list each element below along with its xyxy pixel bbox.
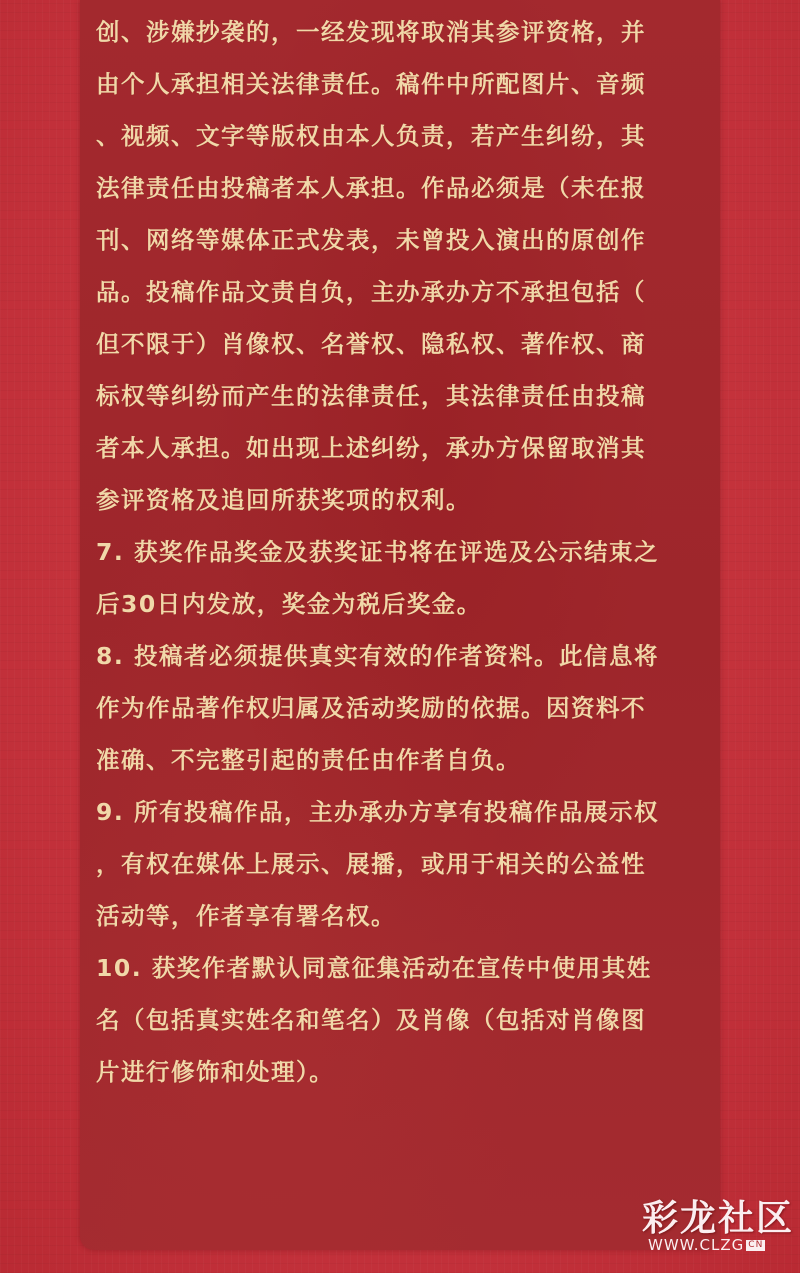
rule-8-line: 8. 投稿者必须提供真实有效的作者资料。此信息将 — [96, 642, 659, 670]
text-line: 由个人承担相关法律责任。稿件中所配图片、音频 — [96, 70, 646, 98]
text-line: 者本人承担。如出现上述纠纷，承办方保留取消其 — [96, 434, 646, 462]
text-line: 法律责任由投稿者本人承担。作品必须是（未在报 — [96, 174, 646, 202]
text-line: 活动等，作者享有署名权。 — [96, 902, 396, 930]
text-line: 刊、网络等媒体正式发表，未曾投入演出的原创作 — [96, 226, 646, 254]
watermark-url — [648, 1236, 765, 1254]
watermark-url-tld: CN — [748, 1240, 764, 1250]
text-line: 创、涉嫌抄袭的，一经发现将取消其参评资格，并 — [96, 18, 646, 46]
text-line: 品。投稿作品文责自负，主办承办方不承担包括（ — [96, 278, 646, 306]
text-line: 作为作品著作权归属及活动奖励的依据。因资料不 — [96, 694, 646, 722]
text-line: 标权等纠纷而产生的法律责任，其法律责任由投稿 — [96, 382, 646, 410]
site-watermark — [634, 1190, 795, 1260]
text-line: 但不限于）肖像权、名誉权、隐私权、著作权、商 — [96, 330, 646, 358]
rule-7-line: 7. 获奖作品奖金及获奖证书将在评选及公示结束之 — [96, 538, 659, 566]
rule-9-line: 9. 所有投稿作品，主办承办方享有投稿作品展示权 — [96, 798, 659, 826]
rule-10-line: 10. 获奖作者默认同意征集活动在宣传中使用其姓 — [96, 954, 652, 982]
rules-text — [96, 12, 688, 1104]
text-line: 参评资格及追回所获奖项的权利。 — [96, 486, 471, 514]
text-line: 后30日内发放，奖金为税后奖金。 — [96, 590, 482, 618]
text-line: 、视频、文字等版权由本人负责，若产生纠纷，其 — [96, 122, 646, 150]
text-line: 准确、不完整引起的责任由作者自负。 — [96, 746, 521, 774]
text-line: 片进行修饰和处理）。 — [96, 1058, 335, 1086]
watermark-url-domain: WWW.CLZG — [648, 1236, 745, 1254]
text-line: 名（包括真实姓名和笔名）及肖像（包括对肖像图 — [96, 1006, 646, 1034]
text-line: ，有权在媒体上展示、展播，或用于相关的公益性 — [96, 850, 646, 878]
watermark-logo-text: 彩龙社区 — [642, 1197, 795, 1239]
